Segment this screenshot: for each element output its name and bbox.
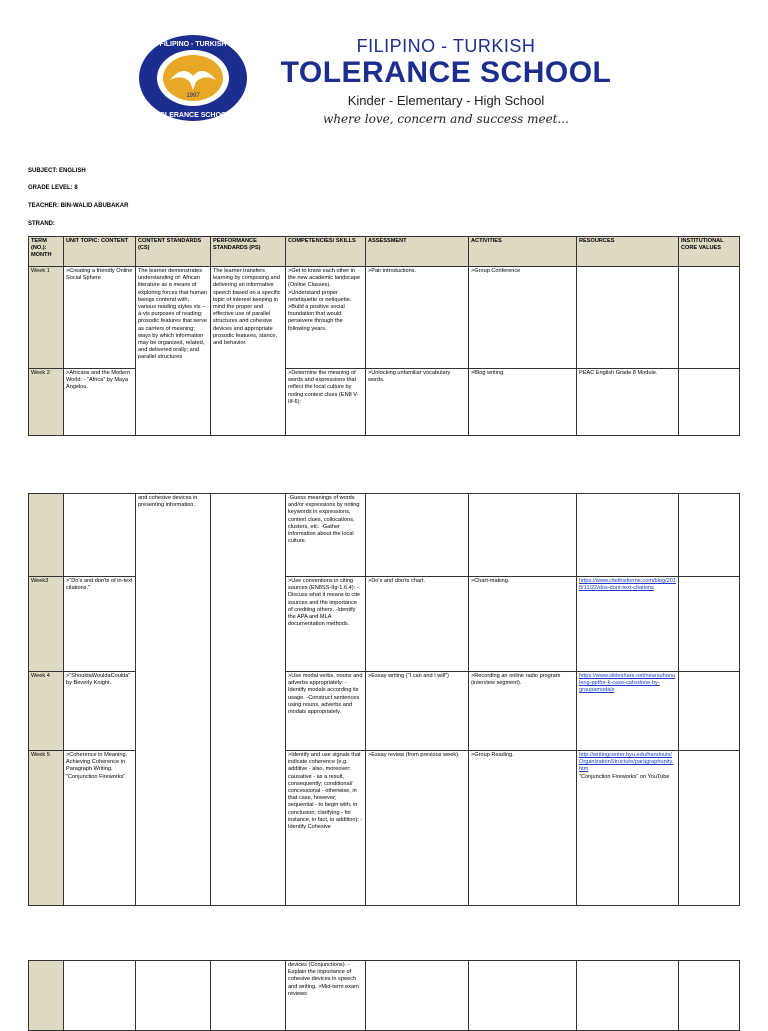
table-row bbox=[29, 267, 740, 369]
resources-cell bbox=[577, 577, 679, 672]
school-levels: Kinder - Elementary - High School bbox=[347, 93, 545, 108]
resource-link[interactable]: https://www.citethisforme.com/blog/2018/11/22/dos-dont-text-citations bbox=[579, 578, 676, 592]
term-cell: Week 5 bbox=[29, 751, 64, 906]
assessment-cell: >Essay review (from previous week). bbox=[366, 751, 469, 906]
table-row bbox=[29, 672, 740, 751]
activities-cell bbox=[469, 961, 577, 1031]
subject-label: SUBJECT: ENGLISH bbox=[28, 168, 86, 174]
assessment-cell: >Do's and don'ts chart. bbox=[366, 577, 469, 672]
term-cell bbox=[29, 961, 64, 1031]
topic-cell: >"Do's and don'ts of in-text citations." bbox=[64, 577, 136, 672]
assessment-cell bbox=[366, 494, 469, 577]
term-cell: Week 2 bbox=[29, 369, 64, 436]
curriculum-table-page3 bbox=[28, 960, 740, 1031]
assessment-cell: >Essay writing ("I can and I will") bbox=[366, 672, 469, 751]
topic-cell: >"ShouldaWouldaCoulda" by Beverly Knight. bbox=[64, 672, 136, 751]
curriculum-table-page2 bbox=[28, 493, 740, 906]
competencies-cell: -Guess meanings of words and/or expressions by noting keywords in expressions, context clues, collocations, clusters, etc. -Gather information about the local culture. bbox=[286, 494, 366, 577]
school-logo bbox=[138, 34, 248, 122]
col-content-standards: CONTENT STANDARDS (CS) bbox=[136, 237, 211, 267]
topic-cell: >Africans and the Modern World: - "Africa" by Maya Angelou. bbox=[64, 369, 136, 436]
school-tagline: where love, concern and success meet... bbox=[323, 112, 569, 126]
assessment-cell: >Pair introductions. bbox=[366, 267, 469, 369]
core-values-cell bbox=[679, 494, 740, 577]
activities-cell: >Group Conference bbox=[469, 267, 577, 369]
resources-cell bbox=[577, 494, 679, 577]
competencies-cell: >Get to know each other in the new academic landscape (Online Classes). >Understand proper netetiquette or netiquette. >Build a positive social foundation that would persevere through the following years. bbox=[286, 267, 366, 369]
resources-cell bbox=[577, 751, 679, 906]
svg-text:TOLERANCE SCHOOL: TOLERANCE SCHOOL bbox=[155, 112, 231, 119]
core-values-cell bbox=[679, 577, 740, 672]
activities-cell: >Blog writing. bbox=[469, 369, 577, 436]
curriculum-table-page1 bbox=[28, 236, 740, 436]
resource-link[interactable]: https://www.slideshare.net/nearsuhanuleng-pptfor-k-case-cahsdone-by-groupamodals bbox=[579, 673, 676, 694]
table-row bbox=[29, 961, 740, 1031]
activities-cell: >Group Reading. bbox=[469, 751, 577, 906]
col-topic: UNIT TOPIC: CONTENT bbox=[64, 237, 136, 267]
teacher-label: TEACHER: BIN-WALID ABUBAKAR bbox=[28, 203, 129, 209]
core-values-cell bbox=[679, 672, 740, 751]
activities-cell: >Recording an online radio program (interview segment). bbox=[469, 672, 577, 751]
table-row bbox=[29, 751, 740, 906]
resources-cell bbox=[577, 672, 679, 751]
core-values-cell bbox=[679, 267, 740, 369]
school-name-line2: TOLERANCE SCHOOL bbox=[280, 56, 612, 89]
col-competencies: COMPETENCIES/ SKILLS bbox=[286, 237, 366, 267]
content-standards-cell bbox=[136, 961, 211, 1031]
school-name-line1: FILIPINO - TURKISH bbox=[356, 36, 536, 56]
school-header bbox=[0, 0, 768, 140]
table-header-row bbox=[29, 237, 740, 267]
resource-text: "Conjunction Fireworks" on YouTube bbox=[579, 773, 670, 780]
core-values-cell bbox=[679, 751, 740, 906]
term-cell: Week3 bbox=[29, 577, 64, 672]
content-standards-cell: and cohesive devices in presenting information. bbox=[136, 494, 211, 906]
topic-cell: >Creating a friendly Online Social Sphere bbox=[64, 267, 136, 369]
performance-standards-cell bbox=[211, 494, 286, 906]
topic-cell bbox=[64, 494, 136, 577]
competencies-cell: >Use modal verbs, nouns and adverbs appropriately: -Identify modals according its usage. -Construct sentences using nouns, adverbs and modals appropriately. bbox=[286, 672, 366, 751]
col-resources: RESOURCES bbox=[577, 237, 679, 267]
performance-standards-cell bbox=[211, 961, 286, 1031]
topic-cell: >Coherence in Meaning, Achieving Coherence in Paragraph Writing. "Conjunction Fireworks" bbox=[64, 751, 136, 906]
competencies-cell: devices (Conjunctions). -Explain the importance of cohesive devices in speech and writing. >Mid-term exam reviews bbox=[286, 961, 366, 1031]
performance-standards-cell: The learner transfers learning by composing and delivering an informative speech based on a specific topic of interest keeping in mind the proper and effective use of parallel structures and cohesive devices and appropriate prosodic features, stance, and behavior. bbox=[211, 267, 286, 436]
assessment-cell bbox=[366, 961, 469, 1031]
col-core-values: INSTITUTIONAL CORE VALUES bbox=[679, 237, 740, 267]
content-standards-cell: The learner demonstrates understanding of: African literature as a means of exploring forces that human beings contend with; various reading styles vis – à-vis purposes of reading; prosodic features that serve as carriers of meaning; ways by which information may be organized, related, and delivered orally; and parallel structures bbox=[136, 267, 211, 436]
resources-cell bbox=[577, 267, 679, 369]
core-values-cell bbox=[679, 369, 740, 436]
term-cell: Week 1 bbox=[29, 267, 64, 369]
competencies-cell: >Identify and use signals that indicate coherence (e.g. additive - also, moreover; causative - as a result, consequently; conditional/ concessional - otherwise, in that case, however; sequential - to begin with, in conclusion; clarifying - for instance, in fact, in addition): -Identify Cohesive bbox=[286, 751, 366, 906]
topic-cell bbox=[64, 961, 136, 1031]
table-row bbox=[29, 494, 740, 577]
activities-cell: >Chart-making. bbox=[469, 577, 577, 672]
resource-link[interactable]: http://writingcenter.byu.edu/handouts/OrganizationStructure/paragraphunity.htm bbox=[579, 752, 674, 773]
col-activities: ACTIVITIES bbox=[469, 237, 577, 267]
assessment-cell: >Unlocking unfamiliar vocabulary words. bbox=[366, 369, 469, 436]
svg-text:FILIPINO - TURKISH: FILIPINO - TURKISH bbox=[159, 41, 227, 48]
strand-label: STRAND: bbox=[28, 221, 55, 227]
activities-cell bbox=[469, 494, 577, 577]
competencies-cell: >Determine the meaning of words and expressions that reflect the local culture by noting context clues (EN8 V-IIf-6): bbox=[286, 369, 366, 436]
col-term: TERM (NO.): MONTH bbox=[29, 237, 64, 267]
resources-cell: PEAC English Grade 8 Module. bbox=[577, 369, 679, 436]
term-cell bbox=[29, 494, 64, 577]
grade-label: GRADE LEVEL: 8 bbox=[28, 185, 78, 191]
col-performance-standards: PERFORMANCE STANDARDS (PS) bbox=[211, 237, 286, 267]
term-cell: Week 4 bbox=[29, 672, 64, 751]
core-values-cell bbox=[679, 961, 740, 1031]
resources-cell bbox=[577, 961, 679, 1031]
table-row bbox=[29, 369, 740, 436]
col-assessment: ASSESSMENT bbox=[366, 237, 469, 267]
table-row bbox=[29, 577, 740, 672]
competencies-cell: >Use conventions in citing sources (EN8SS-IIg-1.6.4): -Discuss what it means to cite sources and the importance of crediting others. -Identify the APA and MLA documentation methods. bbox=[286, 577, 366, 672]
svg-text:1997: 1997 bbox=[186, 93, 200, 99]
